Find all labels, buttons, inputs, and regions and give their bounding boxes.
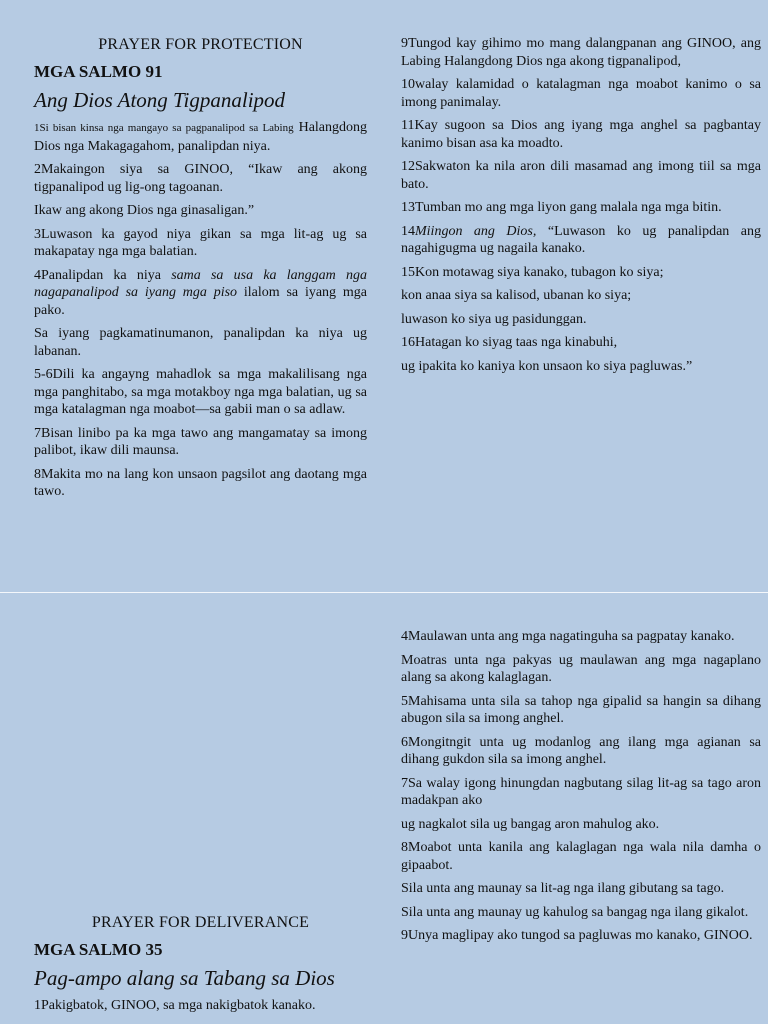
verse-2 (34, 161, 367, 196)
book-title: MGA SALMO 91 (34, 62, 163, 81)
verse-5: 5Mahisama unta sila sa tahop nga gipalid sa hangin sa dihang abugon sila sa imong anghel. (401, 693, 761, 726)
verse-12: 12Sakwaton ka nila aron dili masamad ang imong tiil sa mga bato. (401, 159, 761, 192)
lord-name: GINOO (687, 36, 733, 51)
verse-8: 8Moabot unta kanila ang kalaglagan nga wala nila damha o gipaabot. (401, 840, 761, 873)
verse-1-text-a: 1Pakigbatok, (34, 998, 111, 1013)
verse-1 (34, 119, 367, 155)
verse-8b: Sila unta ang maunay sa lit-ag nga ilang gibutang sa tago. (401, 881, 725, 896)
prayer-title: PRAYER FOR DELIVERANCE (91, 914, 310, 931)
verse-9 (401, 35, 761, 70)
verse-7: 7Bisan linibo pa ka mga tawo ang mangamatay sa imong palibot, ikaw dili maunsa. (34, 425, 367, 458)
book-title: MGA SALMO 35 (34, 940, 163, 959)
verse-4: 4Maulawan unta ang mga nagatinguha sa pagpatay kanako. (401, 629, 735, 644)
verse-11: 11Kay sugoon sa Dios ang iyang mga anghel sa pagbantay kanimo bisan asa ka moadto. (401, 118, 761, 151)
verse-8: 8Makita mo na lang kon unsaon pagsilot ang daotang mga tawo. (34, 466, 367, 499)
verse-16b: ug ipakita ko kaniya kon unsaon ko siya pagluwas.” (401, 358, 693, 374)
verse-1-first-line: 1Si bisan kinsa nga mangayo sa pagpanalipod sa Labing (34, 122, 294, 134)
verse-2-text-b: , “Ikaw ang akong tigpanalipod ug lig-ong tagoanan. (34, 162, 367, 195)
verse-4b: Moatras unta nga pakyas ug maulawan ang mga nagaplano alang sa akong kalaglagan. (401, 652, 761, 685)
verse-13: 13Tumban mo ang mga liyon gang malala nga mga bitin. (401, 200, 722, 215)
verse-14-italic: Miingon ang Dios, (415, 223, 537, 239)
psalm-35-left-column (34, 913, 367, 1021)
verse-1-rest: Halangdong Dios nga Makagagahom, panalipdan niya. (34, 120, 368, 154)
lord-name: GINOO (703, 928, 749, 943)
verse-3: 3Luwason ka gayod niya gikan sa mga lit-ag ug sa makapatay nga mga balatian. (34, 226, 367, 259)
verse-2b: Ikaw ang akong Dios nga ginasaligan.” (34, 203, 255, 218)
psalm-heading: Ang Dios Atong Tigpanalipod (34, 88, 286, 112)
verse-5-6: 5-6Dili ka angayng mahadlok sa mga makalilisang nga mga panghitabo, sa mga motakboy nga mga balatian, ug sa mga katalagman nga moabot—sa gabii man o sa adlaw. (34, 367, 367, 417)
verse-4-text-b: ilalom sa iyang mga pako. (34, 285, 367, 318)
verse-4b: Sa iyang pagkamatinumanon, panalipdan ka niya ug labanan. (34, 326, 367, 359)
psalm-35-right-column (401, 628, 761, 951)
verse-4 (34, 267, 367, 320)
verse-9 (401, 927, 761, 945)
verse-9-text-a: 9Tungod kay gihimo mo mang dalangpanan ang (401, 36, 688, 51)
verse-14-text: “Luwason ko ug panalipdan ang nagahigugma ug nagaila kanako. (401, 223, 761, 256)
verse-8c: Sila unta ang maunay ug kahulog sa bangag nga ilang gikalot. (401, 904, 749, 920)
page-bottom (0, 593, 768, 1024)
verse-15: 15Kon motawag siya kanako, tubagon ko siya; (401, 264, 664, 280)
verse-9-text-b: , ang Labing Halangdong Dios nga akong tigpanalipod, (401, 36, 761, 69)
psalm-heading: Pag-ampo alang sa Tabang sa Dios (34, 966, 335, 990)
lord-name: GINOO (111, 998, 157, 1013)
verse-15b: kon anaa siya sa kalisod, ubanan ko siya; (401, 288, 632, 303)
lord-name: GINOO (184, 162, 230, 177)
verse-16: 16Hatagan ko siyag taas nga kinabuhi, (401, 335, 618, 350)
psalm-91-left-column (34, 35, 367, 507)
verse-15c: luwason ko siya ug pasidunggan. (401, 311, 587, 327)
verse-9-text-b: . (749, 928, 753, 943)
verse-6: 6Mongitngit unta ug modanlog ang ilang mga agianan sa dihang gukdon sila sa imong anghel. (401, 734, 761, 767)
verse-10: 10walay kalamidad o katalagman nga moabot kanimo o sa imong panimalay. (401, 77, 761, 110)
verse-2-text-a: 2Makaingon siya sa (34, 162, 185, 177)
prayer-title: PRAYER FOR PROTECTION (98, 36, 303, 53)
verse-7b: ug nagkalot sila ug bangag aron mahulog ako. (401, 816, 660, 832)
verse-1 (34, 997, 367, 1015)
verse-1-text-b: , sa mga nakigbatok kanako. (156, 998, 316, 1013)
verse-4-text-a: 4Panalipdan ka niya (34, 267, 172, 283)
verse-4-italic: sama sa usa ka langgam nga nagapanalipod sa iyang mga piso (34, 267, 367, 300)
verse-7: 7Sa walay igong hinungdan nagbutang silag lit-ag sa tago aron madakpan ako (401, 775, 761, 808)
verse-14-number: 14 (401, 223, 415, 239)
verse-9-text-a: 9Unya maglipay ako tungod sa pagluwas mo kanako, (401, 928, 704, 943)
verse-14 (401, 223, 761, 258)
psalm-91-right-column (401, 35, 761, 381)
